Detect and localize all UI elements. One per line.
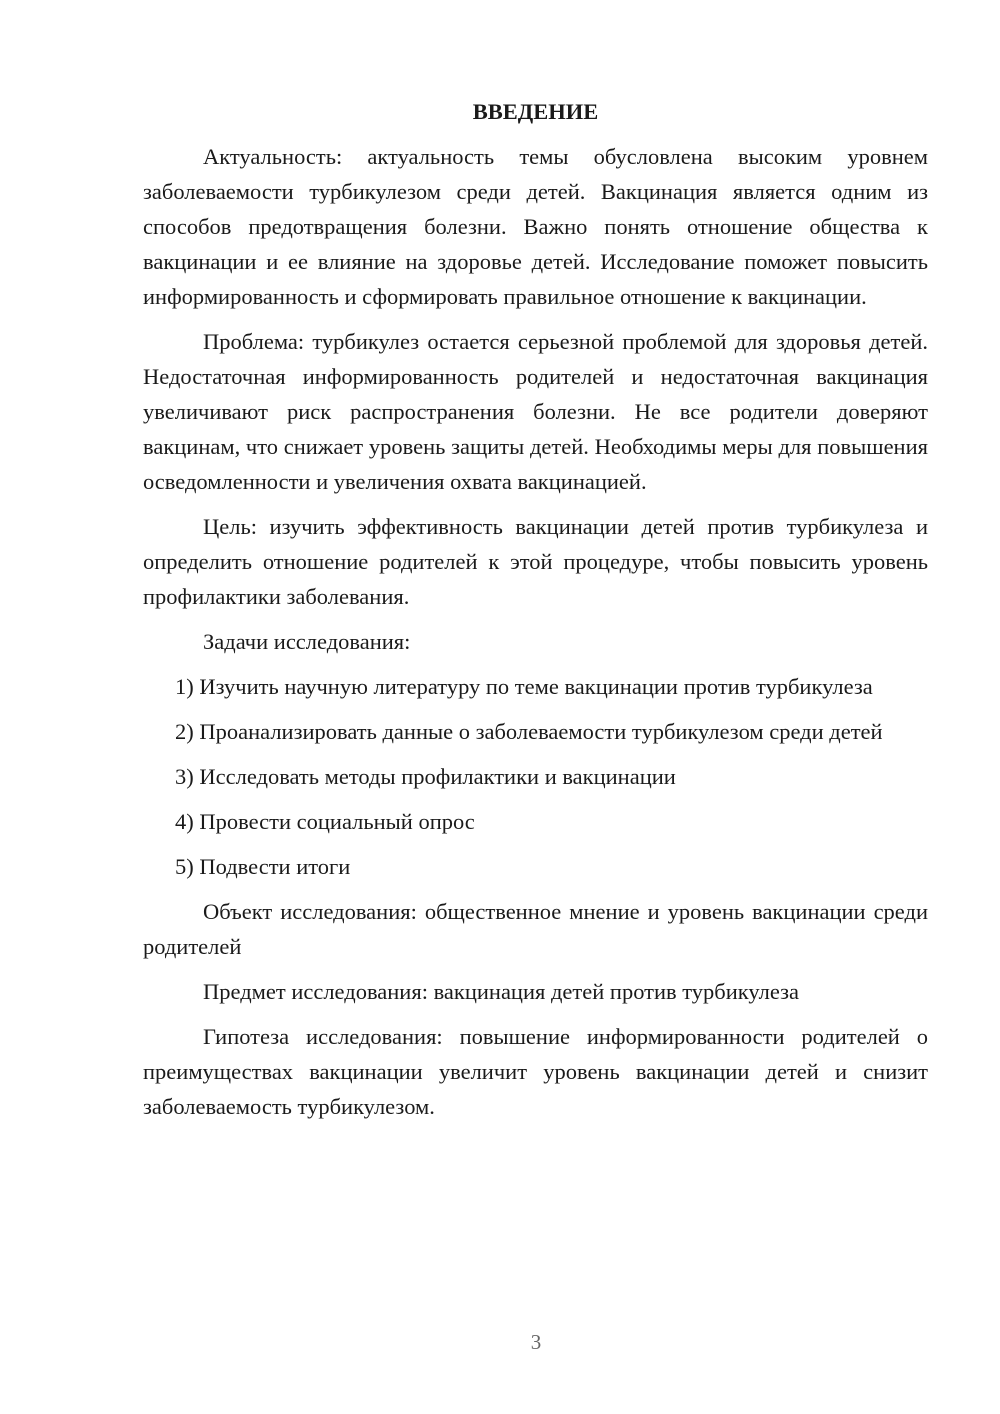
goal-paragraph: Цель: изучить эффективность вакцинации детей против турбикулеза и определить отношение родителей к этой процедуре, чтобы повысить уровень профилактики заболевания.	[143, 514, 928, 609]
page-number: 3	[530, 1330, 542, 1354]
task-item: 1) Изучить научную литературу по теме вакцинации против турбикулеза	[175, 674, 873, 699]
tasks-heading: Задачи исследования:	[203, 629, 411, 654]
section-title: ВВЕДЕНИЕ	[472, 99, 599, 124]
research-subject-paragraph: Предмет исследования: вакцинация детей против турбикулеза	[203, 979, 800, 1004]
task-item: 2) Проанализировать данные о заболеваемости турбикулезом среди детей	[175, 719, 883, 744]
task-item: 4) Провести социальный опрос	[175, 809, 475, 834]
research-object-paragraph: Объект исследования: общественное мнение и уровень вакцинации среди родителей	[143, 899, 928, 959]
task-item: 5) Подвести итоги	[175, 854, 351, 879]
hypothesis-paragraph: Гипотеза исследования: повышение информированности родителей о преимуществах вакцинации увеличит уровень вакцинации детей и снизит заболеваемость турбикулезом.	[143, 1024, 928, 1119]
relevance-paragraph: Актуальность: актуальность темы обусловлена высоким уровнем заболеваемости турбикулезом среди детей. Вакцинация является одним из способов предотвращения болезни. Важно понять отношение общества к вакцинации и ее влияние на здоровье детей. Исследование поможет повысить информированность и сформировать правильное отношение к вакцинации.	[143, 144, 928, 309]
problem-paragraph: Проблема: турбикулез остается серьезной проблемой для здоровья детей. Недостаточная информированность родителей и недостаточная вакцинация увеличивают риск распространения болезни. Не все родители доверяют вакцинам, что снижает уровень защиты детей. Необходимы меры для повышения осведомленности и увеличения охвата вакцинацией.	[143, 329, 928, 494]
document-body	[143, 94, 928, 1134]
task-item: 3) Исследовать методы профилактики и вакцинации	[175, 764, 676, 789]
